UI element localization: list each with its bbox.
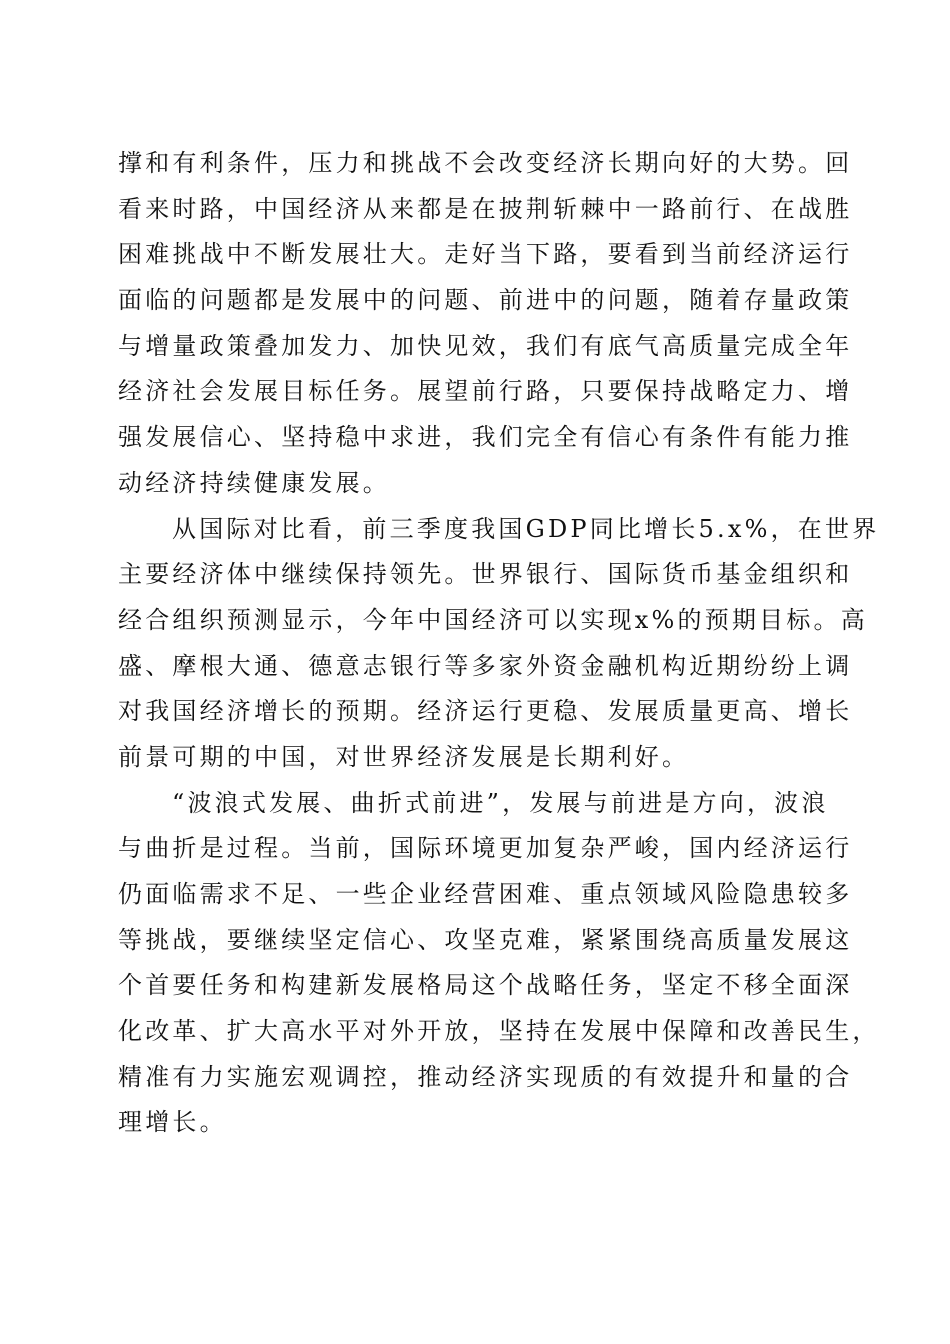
- paragraph-1: [118, 141, 853, 507]
- document-body: [118, 141, 880, 1146]
- text-line: 前景可期的中国，对世界经济发展是长期利好。: [118, 742, 690, 771]
- text-line: 精准有力实施宏观调控，推动经济实现质的有效提升和量的合: [118, 1062, 853, 1091]
- text-line: 撑和有利条件，压力和挑战不会改变经济长期向好的大势。回: [118, 149, 853, 177]
- text-line: 仍面临需求不足、一些企业经营困难、重点领域风险隐患较多: [118, 880, 853, 908]
- text-line: 困难挑战中不断发展壮大。走好当下路，要看到当前经济运行: [118, 240, 853, 269]
- paragraph-3: [118, 781, 880, 1147]
- paragraph-2: [118, 507, 880, 781]
- text-line: 面临的问题都是发展中的问题、前进中的问题，随着存量政策: [118, 286, 853, 315]
- text-line: 化改革、扩大高水平对外开放，坚持在发展中保障和改善民生，: [118, 1017, 880, 1046]
- text-line: “波浪式发展、曲折式前进”，发展与前进是方向，波浪: [172, 788, 829, 817]
- text-line: 从国际对比看，前三季度我国GDP同比增长5.x%，在世界: [172, 514, 880, 543]
- text-line: 强发展信心、坚持稳中求进，我们完全有信心有条件有能力推: [118, 423, 853, 452]
- text-line: 看来时路，中国经济从来都是在披荆斩棘中一路前行、在战胜: [118, 194, 853, 223]
- text-line: 理增长。: [118, 1108, 227, 1137]
- text-line: 个首要任务和构建新发展格局这个战略任务，坚定不移全面深: [118, 971, 853, 1000]
- text-line: 动经济持续健康发展。: [118, 468, 390, 497]
- text-line: 与增量政策叠加发力、加快见效，我们有底气高质量完成全年: [118, 331, 853, 360]
- text-line: 主要经济体中继续保持领先。世界银行、国际货币基金组织和: [118, 560, 853, 589]
- text-line: 对我国经济增长的预期。经济运行更稳、发展质量更高、增长: [118, 697, 853, 726]
- text-line: 经合组织预测显示，今年中国经济可以实现x%的预期目标。高: [118, 605, 868, 634]
- text-line: 经济社会发展目标任务。展望前行路，只要保持战略定力、增: [118, 377, 853, 406]
- text-line: 盛、摩根大通、德意志银行等多家外资金融机构近期纷纷上调: [118, 651, 853, 680]
- text-line: 与曲折是过程。当前，国际环境更加复杂严峻，国内经济运行: [118, 834, 853, 863]
- text-line: 等挑战，要继续坚定信心、攻坚克难，紧紧围绕高质量发展这: [118, 925, 853, 954]
